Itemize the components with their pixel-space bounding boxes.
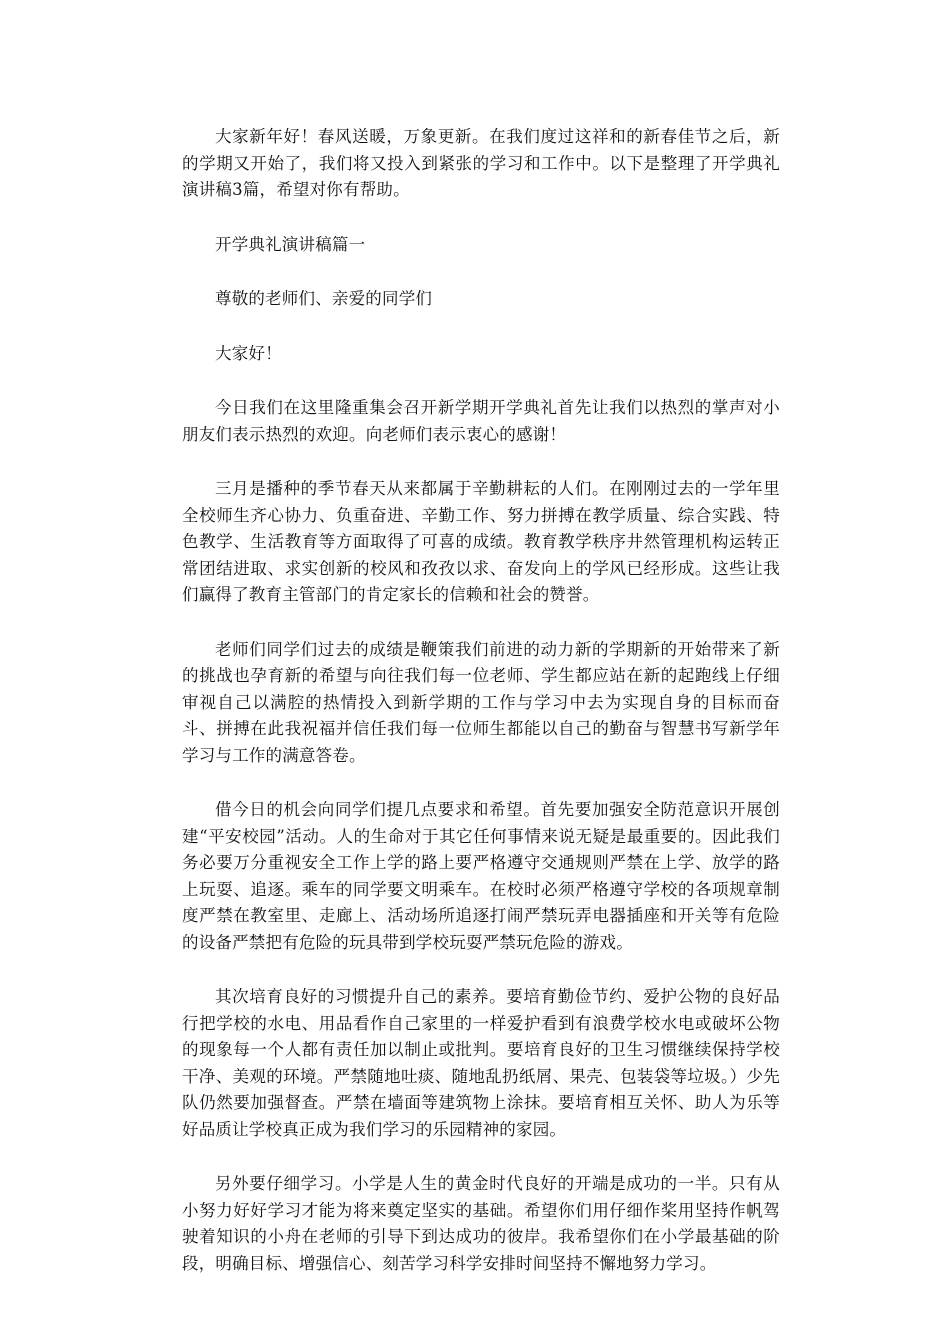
body-paragraph: 另外要仔细学习。小学是人生的黄金时代良好的开端是成功的一半。只有从小努力好好学习才能为将来奠定坚实的基础。希望你们用仔细作桨用坚持作帆驾驶着知识的小舟在老师的引导下到达成功的彼岸。我希望你们在小学最基础的阶段，明确目标、增强信心、刻苦学习科学安排时间坚持不懈地努力学习。	[182, 1174, 780, 1273]
body-paragraph: 借今日的机会向同学们提几点要求和希望。首先要加强安全防范意识开展创建“平安校园”活动。人的生命对于其它任何事情来说无疑是最重要的。因此我们务必要万分重视安全工作上学的路上要严格遵守交通规则严禁在上学、放学的路上玩耍、追逐。乘车的同学要文明乘车。在校时必须严格遵守学校的各项规章制度严禁在教室里、走廊上、活动场所追逐打闹严禁玩弄电器插座和开关等有危险的设备严禁把有危险的玩具带到学校玩耍严禁玩危险的游戏。	[182, 800, 780, 952]
salutation: 尊敬的老师们、亲爱的同学们	[215, 289, 433, 308]
body-paragraph: 今日我们在这里隆重集会召开新学期开学典礼首先让我们以热烈的掌声对小朋友们表示热烈的欢迎。向老师们表示衷心的感谢！	[182, 398, 780, 444]
document-body	[182, 124, 780, 1305]
body-paragraph: 三月是播种的季节春天从来都属于辛勤耕耘的人们。在刚刚过去的一学年里全校师生齐心协力、负重奋进、辛勤工作、努力拼搏在教学质量、综合实践、特色教学、生活教育等方面取得了可喜的成绩。教育教学秩序井然管理机构运转正常团结进取、求实创新的校风和孜孜以求、奋发向上的学风已经形成。这些让我们赢得了教育主管部门的肯定家长的信赖和社会的赞誉。	[182, 479, 780, 604]
greeting: 大家好！	[215, 343, 282, 363]
body-paragraph: 其次培育良好的习惯提升自己的素养。要培育勤俭节约、爱护公物的良好品行把学校的水电、用品看作自己家里的一样爱护看到有浪费学校水电或破坏公物的现象每一个人都有责任加以制止或批判。要培育良好的卫生习惯继续保持学校干净、美观的环境。严禁随地吐痰、随地乱扔纸屑、果壳、包装袋等垃圾。）少先队仍然要加强督查。严禁在墙面等建筑物上涂抹。要培育相互关怀、助人为乐等好品质让学校真正成为我们学习的乐园精神的家园。	[182, 987, 780, 1139]
section-heading: 开学典礼演讲稿篇一	[215, 234, 366, 254]
intro-paragraph: 大家新年好！春风送暖，万象更新。在我们度过这祥和的新春佳节之后，新的学期又开始了，我们将又投入到紧张的学习和工作中。以下是整理了开学典礼演讲稿3篇，希望对你有帮助。	[182, 127, 780, 199]
body-paragraph: 老师们同学们过去的成绩是鞭策我们前进的动力新的学期新的开始带来了新的挑战也孕育新的希望与向往我们每一位老师、学生都应站在新的起跑线上仔细审视自己以满腔的热情投入到新学期的工作与学习中去为实现自身的目标而奋斗、拼搏在此我祝福并信任我们每一位师生都能以自己的勤奋与智慧书写新学年学习与工作的满意答卷。	[182, 639, 780, 765]
